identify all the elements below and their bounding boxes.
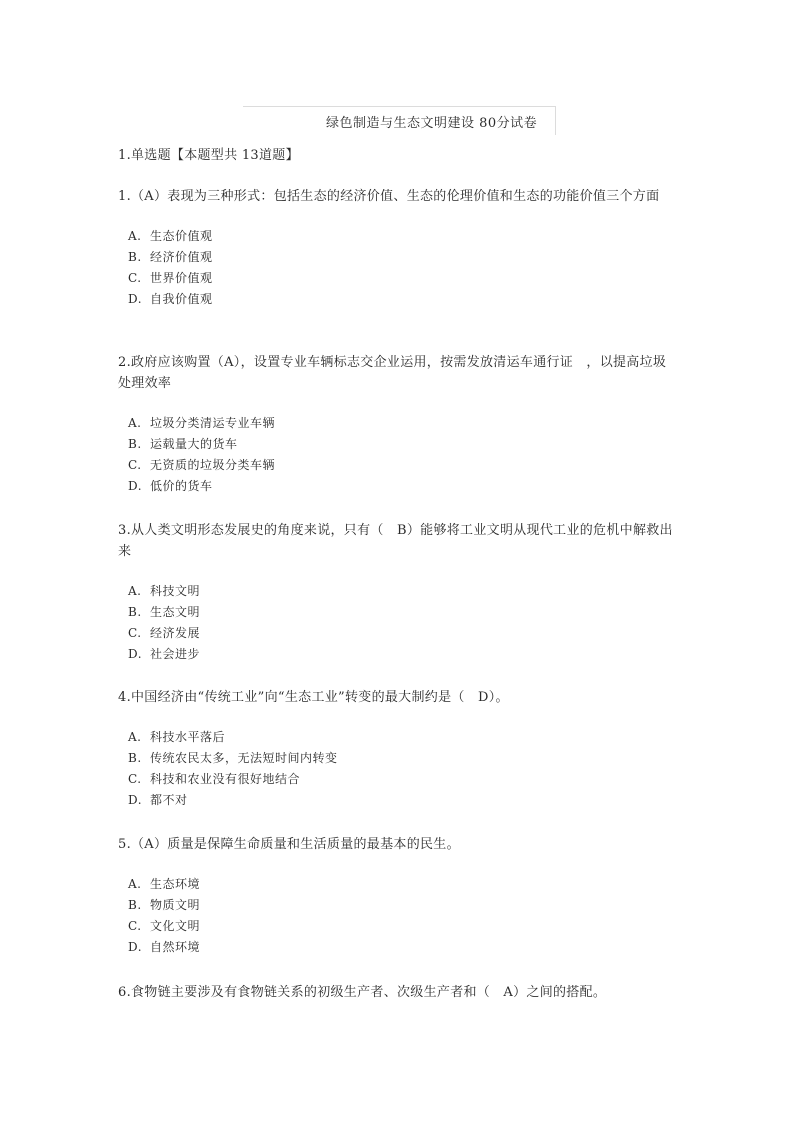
question-6 — [118, 982, 718, 1022]
option-text: 科技水平落后 — [150, 730, 226, 744]
question-text: 1.（A）表现为三种形式：包括生态的经济价值、生态的伦理价值和生态的功能价值三个方面 — [118, 189, 660, 204]
option-text: 科技文明 — [150, 584, 201, 598]
option-text: 世界价值观 — [150, 271, 213, 285]
option-text: 物质文明 — [150, 898, 201, 912]
option-b — [128, 748, 718, 769]
option-letter: B. — [128, 898, 142, 912]
option-letter: C. — [128, 772, 142, 786]
option-c — [128, 769, 718, 790]
option-c — [128, 623, 718, 644]
option-text: 生态文明 — [150, 605, 201, 619]
option-letter: A. — [128, 416, 142, 430]
option-b — [128, 434, 718, 455]
option-letter: C. — [128, 626, 142, 640]
option-text: 科技和农业没有很好地结合 — [150, 772, 301, 786]
option-letter: D. — [128, 940, 143, 954]
option-d — [128, 644, 718, 665]
question-3 — [118, 520, 718, 665]
option-letter: A. — [128, 877, 142, 891]
option-letter: A. — [128, 730, 142, 744]
question-text: 3.从人类文明形态发展史的角度来说，只有（ B）能够将工业文明从现代工业的危机中解救出来 — [118, 523, 673, 559]
option-d — [128, 790, 718, 811]
option-a — [128, 727, 718, 748]
option-letter: A. — [128, 584, 142, 598]
option-text: 文化文明 — [150, 919, 201, 933]
option-text: 都不对 — [150, 793, 188, 807]
option-letter: C. — [128, 458, 142, 472]
option-text: 生态环境 — [150, 877, 201, 891]
option-letter: B. — [128, 605, 142, 619]
option-letter: C. — [128, 271, 142, 285]
question-text: 2.政府应该购置（A），设置专业车辆标志交企业运用，按需发放清运车通行证 ，以提高垃圾处理效率 — [118, 355, 667, 391]
option-list — [118, 226, 718, 310]
option-text: 经济价值观 — [150, 250, 213, 264]
option-a — [128, 226, 718, 247]
option-text: 运载量大的货车 — [150, 437, 238, 451]
question-5 — [118, 834, 718, 958]
option-d — [128, 289, 718, 310]
option-c — [128, 455, 718, 476]
document-title: 绿色制造与生态文明建设 80分试卷 — [326, 116, 538, 131]
option-b — [128, 247, 718, 268]
option-a — [128, 581, 718, 602]
option-text: 社会进步 — [150, 647, 201, 661]
option-letter: D. — [128, 292, 143, 306]
option-list — [118, 727, 718, 811]
option-letter: B. — [128, 751, 142, 765]
option-text: 无资质的垃圾分类车辆 — [150, 458, 276, 472]
section-heading: 1.单选题【本题型共 13道题】 — [118, 148, 299, 163]
option-list — [118, 581, 718, 665]
option-letter: D. — [128, 647, 143, 661]
question-4 — [118, 687, 718, 811]
option-c — [128, 916, 718, 937]
option-text: 低价的货车 — [150, 479, 213, 493]
option-letter: B. — [128, 437, 142, 451]
option-text: 垃圾分类清运专业车辆 — [150, 416, 276, 430]
option-a — [128, 874, 718, 895]
question-text: 6.食物链主要涉及有食物链关系的初级生产者、次级生产者和（ A）之间的搭配。 — [118, 985, 607, 1000]
option-letter: A. — [128, 229, 142, 243]
question-text: 4.中国经济由“传统工业”向“生态工业”转变的最大制约是（ D）。 — [118, 690, 509, 705]
option-letter: C. — [128, 919, 142, 933]
question-text: 5.（A）质量是保障生命质量和生活质量的最基本的民生。 — [118, 837, 460, 852]
option-text: 自我价值观 — [150, 292, 213, 306]
question-1 — [118, 186, 718, 310]
option-letter: B. — [128, 250, 142, 264]
option-b — [128, 895, 718, 916]
option-letter: D. — [128, 479, 143, 493]
option-b — [128, 602, 718, 623]
option-d — [128, 476, 718, 497]
option-a — [128, 413, 718, 434]
option-text: 经济发展 — [150, 626, 201, 640]
option-list — [118, 874, 718, 958]
question-2 — [118, 352, 718, 497]
option-text: 自然环境 — [150, 940, 201, 954]
option-list — [118, 413, 718, 497]
option-d — [128, 937, 718, 958]
option-text: 传统农民太多，无法短时间内转变 — [150, 751, 338, 765]
option-c — [128, 268, 718, 289]
option-letter: D. — [128, 793, 143, 807]
option-text: 生态价值观 — [150, 229, 213, 243]
